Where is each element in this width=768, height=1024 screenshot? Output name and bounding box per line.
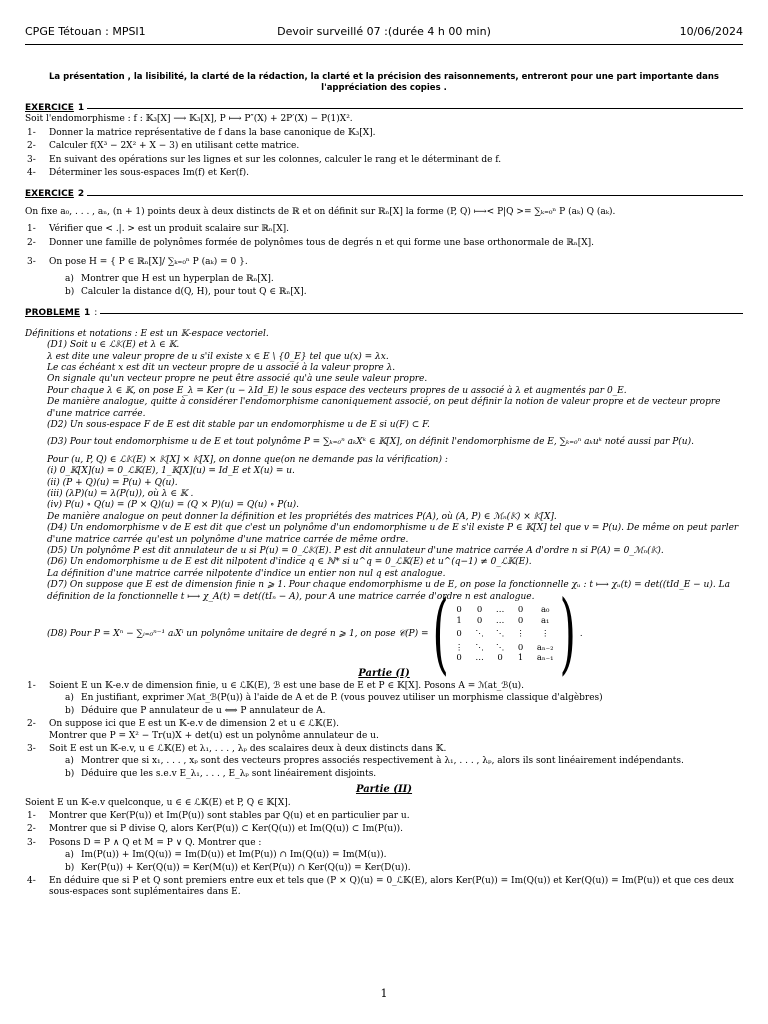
definition-text: λ est dite une valeur propre de u s'il existe x ∈ E \ {0_E} tel que u(x) = λx. [47, 351, 389, 362]
property-item: (i) 0_𝕂[X](u) = 0_ℒ𝕂(E), 1_𝕂[X](u) = Id_E et X(u) = u. [47, 466, 295, 477]
matrix-cell: ⋮ [516, 629, 525, 640]
companion-matrix: ( 0 0 … 0 a₀ 1 0 … 0 a₁ 0 ⋱ ⋱ ⋮ ⋮ ⋮ ⋱ ⋱ 0 aₙ₋₂ 0 … 0 1 aₙ₋₁ ) . [432, 581, 583, 685]
matrix-cell: ⋱ [495, 642, 505, 653]
matrix-row [449, 643, 560, 654]
question: 4- Déterminer les sous-espaces Im(f) et Ker(f). [27, 168, 250, 179]
question: 3- En suivant des opérations sur les lignes et sur les colonnes, calculer le rang et le déterminant de f. [27, 154, 502, 165]
property-item: (iii) (λP)(u) = λ(P(u)), où λ ∈ 𝕂 . [47, 488, 194, 499]
sub-question: b) Déduire que P annulateur de u ⟺ P annulateur de A. [65, 705, 326, 716]
definition-d6: (D6) Un endomorphisme u de E est dit nilpotent d'indice q ∈ ℕ* si u^q = 0_ℒ𝕂(E) et u^(q−1) ≠ 0_ℒ𝕂(E). [47, 557, 532, 568]
part-2-intro: Soient E un 𝕂-e.v quelconque, u ∈ ∈ ℒ𝕂(E) et P, Q ∈ 𝕂[X]. [25, 797, 291, 808]
matrix-row [449, 629, 560, 640]
header-school: CPGE Tétouan : MPSI1 [25, 25, 146, 38]
page-number: 1 [380, 987, 388, 1000]
matrix-cell: aₙ₋₁ [536, 653, 554, 664]
matrix-cell: ⋮ [454, 642, 464, 653]
matrix-cell: 0 [456, 629, 462, 640]
definitions-title: Définitions et notations : E est un 𝕂-espace vectoriel. [25, 328, 269, 339]
matrix-cell: 0 [476, 615, 483, 626]
section-rule [87, 195, 743, 196]
question: 3- On pose H = { P ∈ ℝₙ[X]/ ∑ₖ₌₀ⁿ P (aₖ) = 0 }. [27, 257, 248, 268]
exercise-2-title [25, 189, 743, 200]
question: 3- Soit E est un 𝕂-e.v, u ∈ ℒ𝕂(E) et λ₁, . . . , λₚ des scalaires deux à deux distincts dans 𝕂. [27, 743, 447, 754]
definition-text: De manière analogue on peut donner la définition et les propriétés des matrices P(A), où (A, P) ∈ ℳₙ(𝕂) × 𝕂[X]. [47, 511, 557, 522]
matrix-cell: ⋱ [475, 642, 484, 653]
question: 2- On suppose ici que E est un 𝕂-e.v de dimension 2 et u ∈ ℒ𝕂(E). [27, 719, 340, 730]
definition-d8: (D8) Pour P = Xⁿ − ∑ᵢ₌₀ⁿ⁻¹ aᵢXⁱ un polynôme unitaire de degré n ⩾ 1, on pose 𝒞(P) = ( 0 0 … 0 a₀ 1 0 … 0 a₁ 0 ⋱ ⋱ ⋮ ⋮ ⋮ ⋱ ⋱ 0 aₙ₋₂ 0 … 0 1 aₙ₋₁ ) . [47, 581, 583, 685]
sub-question: a) En justifiant, exprimer ℳat_ℬ(P(u)) à l'aide de A et de P. (vous pouvez utiliser un morphisme classique d'algèbres) [65, 693, 603, 704]
question: 1- Vérifier que < .|. > est un produit scalaire sur ℝₙ[X]. [27, 224, 289, 235]
section-rule [87, 108, 743, 109]
exercise-number: 1 [77, 103, 85, 113]
definition-d1: (D1) Soit u ∈ ℒ𝕂(E) et λ ∈ 𝕂. [47, 340, 180, 351]
matrix-cell: 0 [476, 605, 483, 616]
matrix-cell: 0 [456, 605, 462, 616]
matrix-cell: 0 [497, 653, 503, 664]
sub-question: a) Montrer que H est un hyperplan de ℝₙ[X]. [65, 274, 274, 285]
sub-question: b) Déduire que les s.e.v E_λ₁, . . . , E_λₚ sont linéairement disjoints. [65, 768, 377, 779]
exercise-1-title [25, 103, 743, 114]
header-title: Devoir surveillé 07 :(durée 4 h 00 min) [277, 25, 491, 38]
matrix-cell: 0 [517, 615, 524, 626]
exercise-2-statement: On fixe a₀, . . . , aₙ, (n + 1) points deux à deux distincts de ℝ et on définit sur ℝₙ[X] la forme (P, Q) ⟼< P|Q >= ∑ₖ₌₀ⁿ P (aₖ) Q (aₖ). [25, 206, 616, 217]
property-item: (iv) P(u) ∘ Q(u) = (P × Q)(u) = (Q × P)(u) = Q(u) ∘ P(u). [47, 500, 299, 511]
question: 2- Montrer que si P divise Q, alors Ker(P(u)) ⊂ Ker(Q(u)) et Im(Q(u)) ⊂ Im(P(u)). [27, 824, 404, 835]
matrix-cell: ⋮ [540, 629, 550, 640]
matrix-row [449, 605, 560, 616]
exam-content [25, 72, 743, 899]
definition-d2: (D2) Un sous-espace F de E est dit stable par un endomorphisme u de E si u(F) ⊂ F. [47, 419, 430, 430]
matrix-table [449, 605, 560, 664]
part-2-title: Partie (II) [355, 784, 413, 796]
question: 2- Donner une famille de polynômes formée de polynômes tous de degrés n et qui forme une base orthonormale de ℝₙ[X]. [27, 237, 595, 248]
section-rule [100, 313, 743, 314]
matrix-cell: ⋱ [495, 629, 505, 640]
question: 1- Montrer que Ker(P(u)) et Im(P(u)) sont stables par Q(u) et en particulier par u. [27, 811, 410, 821]
definition-text: La définition d'une matrice carrée nilpotente d'indice un entier non nul q est analogue. [47, 568, 446, 579]
sub-question: a) Im(P(u)) + Im(Q(u)) = Im(D(u)) et Im(P(u)) ∩ Im(Q(u)) = Im(M(u)). [65, 850, 387, 861]
matrix-cell: … [475, 653, 484, 664]
matrix-cell: a₁ [540, 615, 550, 626]
definition-text: De manière analogue, quitte à considérer l'endomorphisme canoniquement associé, on peut définir la notion de valeur propre et de vecteur propre d'une matrice carrée. [47, 397, 721, 419]
header-rule [25, 44, 743, 45]
definition-text: On signale qu'un vecteur propre ne peut être associé qu'à une seule valeur propre. [47, 374, 428, 385]
question: 3- Posons D = P ∧ Q et M = P ∨ Q. Montrer que : [27, 837, 262, 848]
sub-question: b) Calculer la distance d(Q, H), pour tout Q ∈ ℝₙ[X]. [65, 286, 307, 297]
problem-1-title: PROBLEME 1 : [25, 308, 743, 319]
exercise-1-questions [25, 128, 743, 180]
definition-d4: (D4) Un endomorphisme v de E est dit que c'est un polynôme d'un endomorphisme u de E s'il existe P ∈ 𝕂[X] tel que v = P(u). De même on peut parler d'une matrice carrée qu'est un polynôme d'une matrice carrée de même ordre. [47, 523, 739, 545]
matrix-cell: a₀ [540, 605, 550, 616]
matrix-row [449, 653, 560, 664]
question: 4- En déduire que si P et Q sont premiers entre eux et tels que (P × Q)(u) = 0_ℒ𝕂(E), alors Ker(P(u)) = Im(Q(u)) et Ker(Q(u)) = Im(P(u)) et que ces deux sous-espaces sont suplémentaires dans E. [27, 876, 734, 898]
matrix-cell: … [495, 605, 505, 616]
exercise-number: 2 [77, 189, 85, 200]
matrix-cell: 0 [517, 605, 524, 616]
exercise-label: EXERCICE [25, 103, 74, 113]
definition-d7: (D7) On suppose que E est de dimension finie n ⩾ 1. Pour chaque endomorphisme u de E, on pose la fonctionnelle χᵤ : t ⟼ χᵤ(t) = det((tId_E − u). La définition de la fonctionnelle t ⟼ χ_A(t) = det((tIₙ − A), pour A une matrice carrée d'ordre n est analogue. [47, 580, 730, 602]
property-item: (ii) (P + Q)(u) = P(u) + Q(u). [47, 477, 178, 488]
matrix-cell: ⋱ [475, 629, 484, 640]
sub-question: b) Ker(P(u)) + Ker(Q(u)) = Ker(M(u)) et Ker(P(u)) ∩ Ker(Q(u)) = Ker(D(u)). [65, 862, 411, 873]
exercise-1-statement: Soit l'endomorphisme : f : 𝕂₃[X] ⟶ 𝕂₃[X], P ⟼ P″(X) + 2P′(X) − P(1)X². [25, 114, 353, 125]
page-header [25, 26, 743, 42]
question: 2- Calculer f(X³ − 2X² + X − 3) en utilisant cette matrice. [27, 141, 300, 152]
definition-text: Pour chaque λ ∈ 𝕂, on pose E_λ = Ker (u − λId_E) le sous espace des vecteurs propres de u associé à λ et augmentés par 0_E. [47, 385, 627, 396]
question: 1- Soient E un 𝕂-e.v de dimension finie, u ∈ ℒ𝕂(E), ℬ est une base de E et P ∈ 𝕂[X]. Posons A = ℳat_ℬ(u). [27, 680, 524, 691]
part-1-title: Partie (I) [358, 667, 410, 679]
definition-text: Le cas échéant x est dit un vecteur propre de u associé à la valeur propre λ. [47, 362, 396, 373]
problem-label: PROBLEME [25, 308, 81, 319]
matrix-cell: 0 [517, 642, 524, 653]
header-date: 10/06/2024 [679, 25, 743, 38]
definition-d3: (D3) Pour tout endomorphisme u de E et tout polynôme P = ∑ₖ₌₀ⁿ aₖXᵏ ∈ 𝕂[X], on définit l'endomorphisme de E, ∑ₖ₌₀ⁿ aₖuᵏ noté aussi par P(u). [47, 437, 694, 448]
exercise-label: EXERCICE [25, 189, 74, 200]
matrix-row [449, 616, 560, 627]
question-text: Montrer que P = X² − Tr(u)X + det(u) est un polynôme annulateur de u. [49, 730, 379, 741]
definition-text: Pour (u, P, Q) ∈ ℒ𝕂(E) × 𝕂[X] × 𝕂[X], on donne que(on ne demande pas la vérification) : [47, 454, 448, 465]
matrix-cell: 1 [456, 615, 462, 626]
matrix-cell: 0 [456, 653, 462, 664]
question: 1- Donner la matrice représentative de f dans la base canonique de 𝕂₃[X]. [27, 127, 376, 138]
problem-number: 1 [84, 308, 91, 319]
matrix-cell: 1 [517, 653, 524, 664]
intro-note: La présentation , la lisibilité, la clarté de la rédaction, la clarté et la précision des raisonnements, entreront pour une part importante dans l'appréciation des copies . [49, 72, 719, 93]
matrix-cell: … [495, 615, 505, 626]
matrix-cell: aₙ₋₂ [536, 642, 554, 653]
sub-question: a) Montrer que si x₁, . . . , xₚ sont des vecteurs propres associés respectivement à λ₁, . . . , λₚ, alors ils sont linéairement indépendants. [65, 756, 684, 767]
definition-d5: (D5) Un polynôme P est dit annulateur de u si P(u) = 0_ℒ𝕂(E). P est dit annulateur d'une matrice carrée A d'ordre n si P(A) = 0_ℳₙ(𝕂). [47, 546, 664, 556]
